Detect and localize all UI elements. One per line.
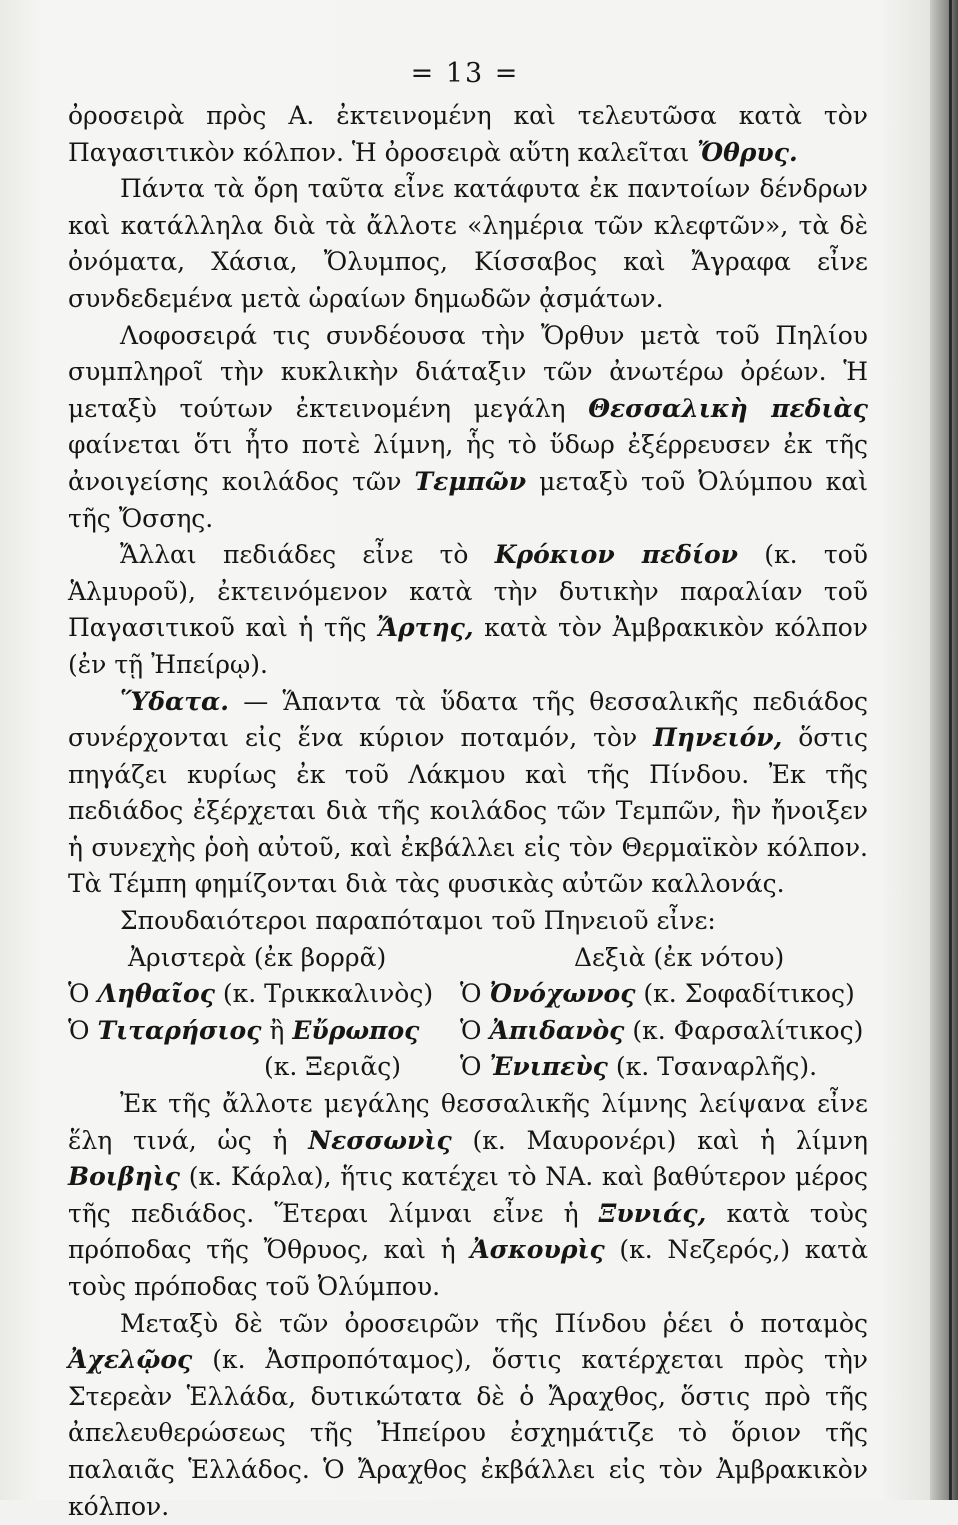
tributary-name-2: Εὔρωπος [292,1015,420,1045]
right-column-header: Δεξιὰ (ἐκ νότου) [574,942,785,972]
tributary-alt-name: (κ. Φαρσαλίτικος) [632,1015,864,1045]
article: Ὁ [460,1052,482,1082]
rivers-text-c: (κ. Ἀσπροπόταμος), ὅστις κατέρχεται πρὸς τὴν Στερεὰν Ἑλλάδα, δυτικώτατα δὲ ὁ Ἄραχθος, ὅστις πρὸ τῆς ἀπελευθερώσεως τῆς Ἠπείρου ἐσχημάτιζε τὸ ὅριον τῆς παλαιᾶς Ἑλλάδος. Ὁ Ἄραχθος ἐκβάλλει εἰς τὸν Ἀμβρακικὸν κόλπον. [68,1345,869,1521]
tributary-alt-name: (κ. Ξεριᾶς) [264,1052,401,1082]
article: Ὁ [68,979,90,1009]
lakes-text-i: (κ. Νεζερός,) κατὰ τοὺς πρόποδας τοῦ Ὀλύμπου. [68,1235,869,1301]
paragraph-8 [68,1306,868,1525]
lakes-text-g: κατὰ τοὺς πρόποδας τῆς Ὄθρυος, καὶ ἡ [68,1198,868,1265]
paragraph-1-text: ὀροσειρὰ πρὸς Α. ἐκτεινομένη καὶ τελευτῶσα κατὰ τὸν Παγασιτικὸν κόλπον. Ἡ ὀροσειρὰ αὕτη καλεῖται [68,101,868,167]
tributary-alt-name: (κ. Τσαναρλῆς). [615,1052,818,1082]
paragraph-4-text-c: (κ. τοῦ Ἁλμυροῦ), ἐκτεινόμενον κατὰ τὴν δυτικὴν παραλίαν τοῦ Παγασιτικοῦ καὶ ἡ τῆς [68,540,868,643]
lake-name-askouris: Ἀσκουρὶς [470,1235,605,1265]
river-name-acheloos: Ἀχελῷος [68,1345,193,1375]
lakes-text-e: (κ. Κάρλα), ἥτις κατέχει τὸ ΝΑ. καὶ βαθύτερον μέρος τῆς πεδιάδος. Ἕτεραι λίμναι εἶνε ἡ [68,1162,868,1228]
paragraph-7 [68,1086,868,1306]
left-row-3 [68,1049,460,1086]
book-gutter [930,0,958,1500]
paragraph-6: Σπουδαιότεροι παραπόταμοι τοῦ Πηνειοῦ εἶνε: [120,906,716,936]
paragraph-1 [68,98,868,171]
right-row-1 [460,976,868,1013]
tributary-name: Ὀνόχωνος [489,979,636,1009]
article: Ὁ [460,1015,482,1045]
paragraph-5 [68,684,868,904]
page-number: = 13 = [410,58,520,89]
article: Ὁ [460,979,482,1009]
paragraph-4-text-a: Ἄλλαι πεδιάδες εἶνε τὸ [120,540,469,570]
left-column-header: Ἀριστερὰ (ἐκ βορρᾶ) [128,942,387,972]
river-name-pineios: Πηνειόν, [653,723,783,753]
left-row-2 [68,1013,460,1050]
paragraph-5-text-b: — Ἅπαντα τὰ ὕδατα τῆς θεσσαλικῆς πεδιάδος συνέρχονται εἰς ἕνα κύριον ποταμόν, τὸν [68,686,868,753]
tributary-alt-name: (κ. Τρικκαλινὸς) [222,979,434,1009]
paragraph-5-text-d: ὅστις πηγάζει κυρίως ἐκ τοῦ Λάκμου καὶ τῆς Πίνδου. Ἐκ τῆς πεδιάδος ἐξέρχεται διὰ τῆς κοιλάδος τῶν Τεμπῶν, ἣν ἤνοιξεν ἡ συνεχὴς ῥοὴ αὐτοῦ, καὶ ἐκβάλλει εἰς τὸν Θερμαϊκὸν κόλπον. Τὰ Τέμπη φημίζονται διὰ τὰς φυσικὰς αὐτῶν καλλονάς. [68,723,869,899]
krokion-name: Κρόκιον πεδίον [494,540,738,570]
lake-name-voiviis: Βοιβηὶς [68,1162,180,1192]
tributary-name: Ἐνιπεὺς [489,1052,608,1082]
tributary-alt-name: (κ. Σοφαδίτικος) [643,979,855,1009]
lake-name-nessonis: Νεσσωνὶς [308,1125,452,1155]
paragraph-3-text-e: μεταξὺ τοῦ Ὀλύμπου καὶ τῆς Ὄσσης. [68,466,868,533]
plain-name: Θεσσαλικὴ πεδιὰς [588,393,868,423]
tributary-name: Ληθαῖος [97,979,215,1009]
rivers-text-a: Μεταξὺ δὲ τῶν ὀροσειρῶν τῆς Πίνδου ῥέει ὁ ποταμὸς [120,1308,868,1338]
tributary-name: Ἀπιδανὸς [489,1015,625,1045]
right-row-2 [460,1013,868,1050]
lakes-text-a: Ἐκ τῆς ἄλλοτε μεγάλης θεσσαλικῆς λίμνης λείψανα εἶνε ἕλη τινά, ὡς ἡ [68,1089,868,1155]
right-row-3 [460,1049,868,1086]
mountain-name: Ὄθρυς. [697,137,798,167]
valley-name: Τεμπῶν [414,466,527,496]
paragraph-4 [68,537,868,683]
tributary-name: Τιταρήσιος [97,1015,262,1045]
paragraph-3-text-c: φαίνεται ὅτι ἦτο ποτὲ λίμνη, ἧς τὸ ὕδωρ ἐξέρρευσεν ἐκ τῆς ἀνοιγείσης κοιλάδος τῶν [68,430,868,496]
paragraph-4-text-e: κατὰ τὸν Ἀμβρακικὸν κόλπον (ἐν τῇ Ἠπείρῳ). [68,613,868,679]
paragraph-3-text-a: Λοφοσειρά τις συνδέουσα τὴν Ὄρθυν μετὰ τοῦ Πηλίου συμπληροῖ τὴν κυκλικὴν διάταξιν τῶν ἀνωτέρω ὀρέων. Ἡ μεταξὺ τούτων ἐκτεινομένη μεγάλη [68,320,868,423]
article: Ὁ [68,1015,90,1045]
tributaries-table [68,940,868,1086]
lake-name-xynias: Ξυνιάς, [598,1198,707,1228]
page-body [68,98,868,1525]
conjunction: ἢ [269,1015,285,1045]
paragraph-3 [68,318,868,538]
left-row-1 [68,976,460,1013]
lakes-text-c: (κ. Μαυρονέρι) καὶ ἡ λίμνη [472,1125,868,1155]
paragraph-2: Πάντα τὰ ὄρη ταῦτα εἶνε κατάφυτα ἐκ παντοίων δένδρων καὶ κατάλληλα διὰ τὰ ἄλλοτε «λημέρια τῶν κλεφτῶν», τὰ δὲ ὀνόματα, Χάσια, Ὄλυμπος, Κίσσαβος καὶ Ἄγραφα εἶνε συνδεδεμένα μετὰ ὡραίων δημωδῶν ᾀσμάτων. [68,174,868,313]
section-heading-waters: Ὕδατα. [120,686,229,716]
arta-name: Ἄρτης, [377,613,474,643]
